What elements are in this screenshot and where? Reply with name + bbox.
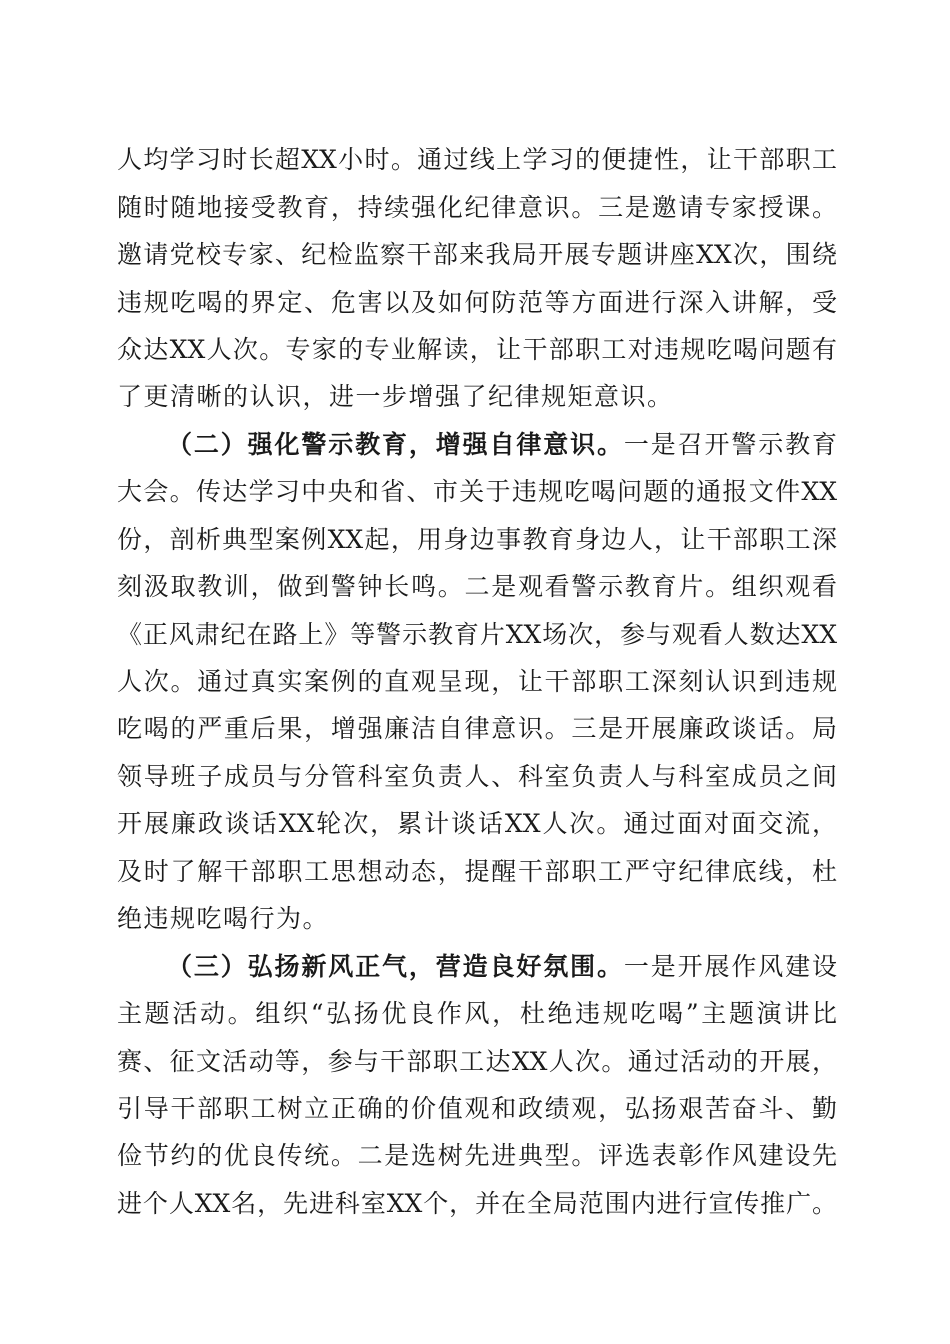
paragraph-1-line-4: 违规吃喝的界定、危害以及如何防范等方面进行深入讲解，受 (117, 288, 837, 317)
paragraph-2-first-line (167, 430, 837, 460)
paragraph-2-line-7: 吃喝的严重后果，增强廉洁自律意识。三是开展廉政谈话。局 (117, 714, 837, 743)
paragraph-2-line-11: 绝违规吃喝行为。 (117, 904, 330, 933)
paragraph-1-line-2: 随时随地接受教育，持续强化纪律意识。三是邀请专家授课。 (117, 193, 837, 222)
paragraph-3-line-5: 俭节约的优良传统。二是选树先进典型。评选表彰作风建设先 (117, 1141, 837, 1170)
paragraph-1-line-3: 邀请党校专家、纪检监察干部来我局开展专题讲座XX次，围绕 (117, 240, 837, 269)
paragraph-3-first-line (167, 952, 837, 982)
paragraph-2-line-9: 开展廉政谈话XX轮次，累计谈话XX人次。通过面对面交流， (117, 809, 837, 838)
paragraph-1-line-5: 众达XX人次。专家的专业解读，让干部职工对违规吃喝问题有 (117, 335, 837, 364)
paragraph-2-line-3: 份，剖析典型案例XX起，用身边事教育身边人，让干部职工深 (117, 525, 837, 554)
paragraph-2-line-4: 刻汲取教训，做到警钟长鸣。二是观看警示教育片。组织观看 (117, 572, 837, 601)
paragraph-3-line-6: 进个人XX名，先进科室XX个，并在全局范围内进行宣传推广。 (117, 1189, 837, 1218)
paragraph-2-line-2: 大会。传达学习中央和省、市关于违规吃喝问题的通报文件XX (117, 477, 837, 506)
section-heading-3: （三）弘扬新风正气，营造良好氛围。 (167, 952, 624, 981)
paragraph-2-line-5: 《正风肃纪在路上》等警示教育片XX场次，参与观看人数达XX (117, 620, 837, 649)
paragraph-3-line-4: 引导干部职工树立正确的价值观和政绩观，弘扬艰苦奋斗、勤 (117, 1094, 837, 1123)
paragraph-1-line-6: 了更清晰的认识，进一步增强了纪律规矩意识。 (117, 382, 674, 411)
paragraph-2-line-8: 领导班子成员与分管科室负责人、科室负责人与科室成员之间 (117, 762, 837, 791)
paragraph-3-line-3: 赛、征文活动等，参与干部职工达XX人次。通过活动的开展， (117, 1047, 837, 1076)
paragraph-2-line-10: 及时了解干部职工思想动态，提醒干部职工严守纪律底线，杜 (117, 857, 837, 886)
paragraph-2-line-6: 人次。通过真实案例的直观呈现，让干部职工深刻认识到违规 (117, 667, 837, 696)
section-heading-2: （二）强化警示教育，增强自律意识。 (167, 430, 624, 459)
paragraph-3-line-2: 主题活动。组织“弘扬优良作风，杜绝违规吃喝”主题演讲比 (117, 999, 837, 1028)
paragraph-3-first-rest: 一是开展作风建设 (623, 952, 837, 981)
paragraph-2-first-rest: 一是召开警示教育 (623, 430, 837, 459)
paragraph-1-line-1: 人均学习时长超XX小时。通过线上学习的便捷性，让干部职工 (117, 145, 837, 174)
